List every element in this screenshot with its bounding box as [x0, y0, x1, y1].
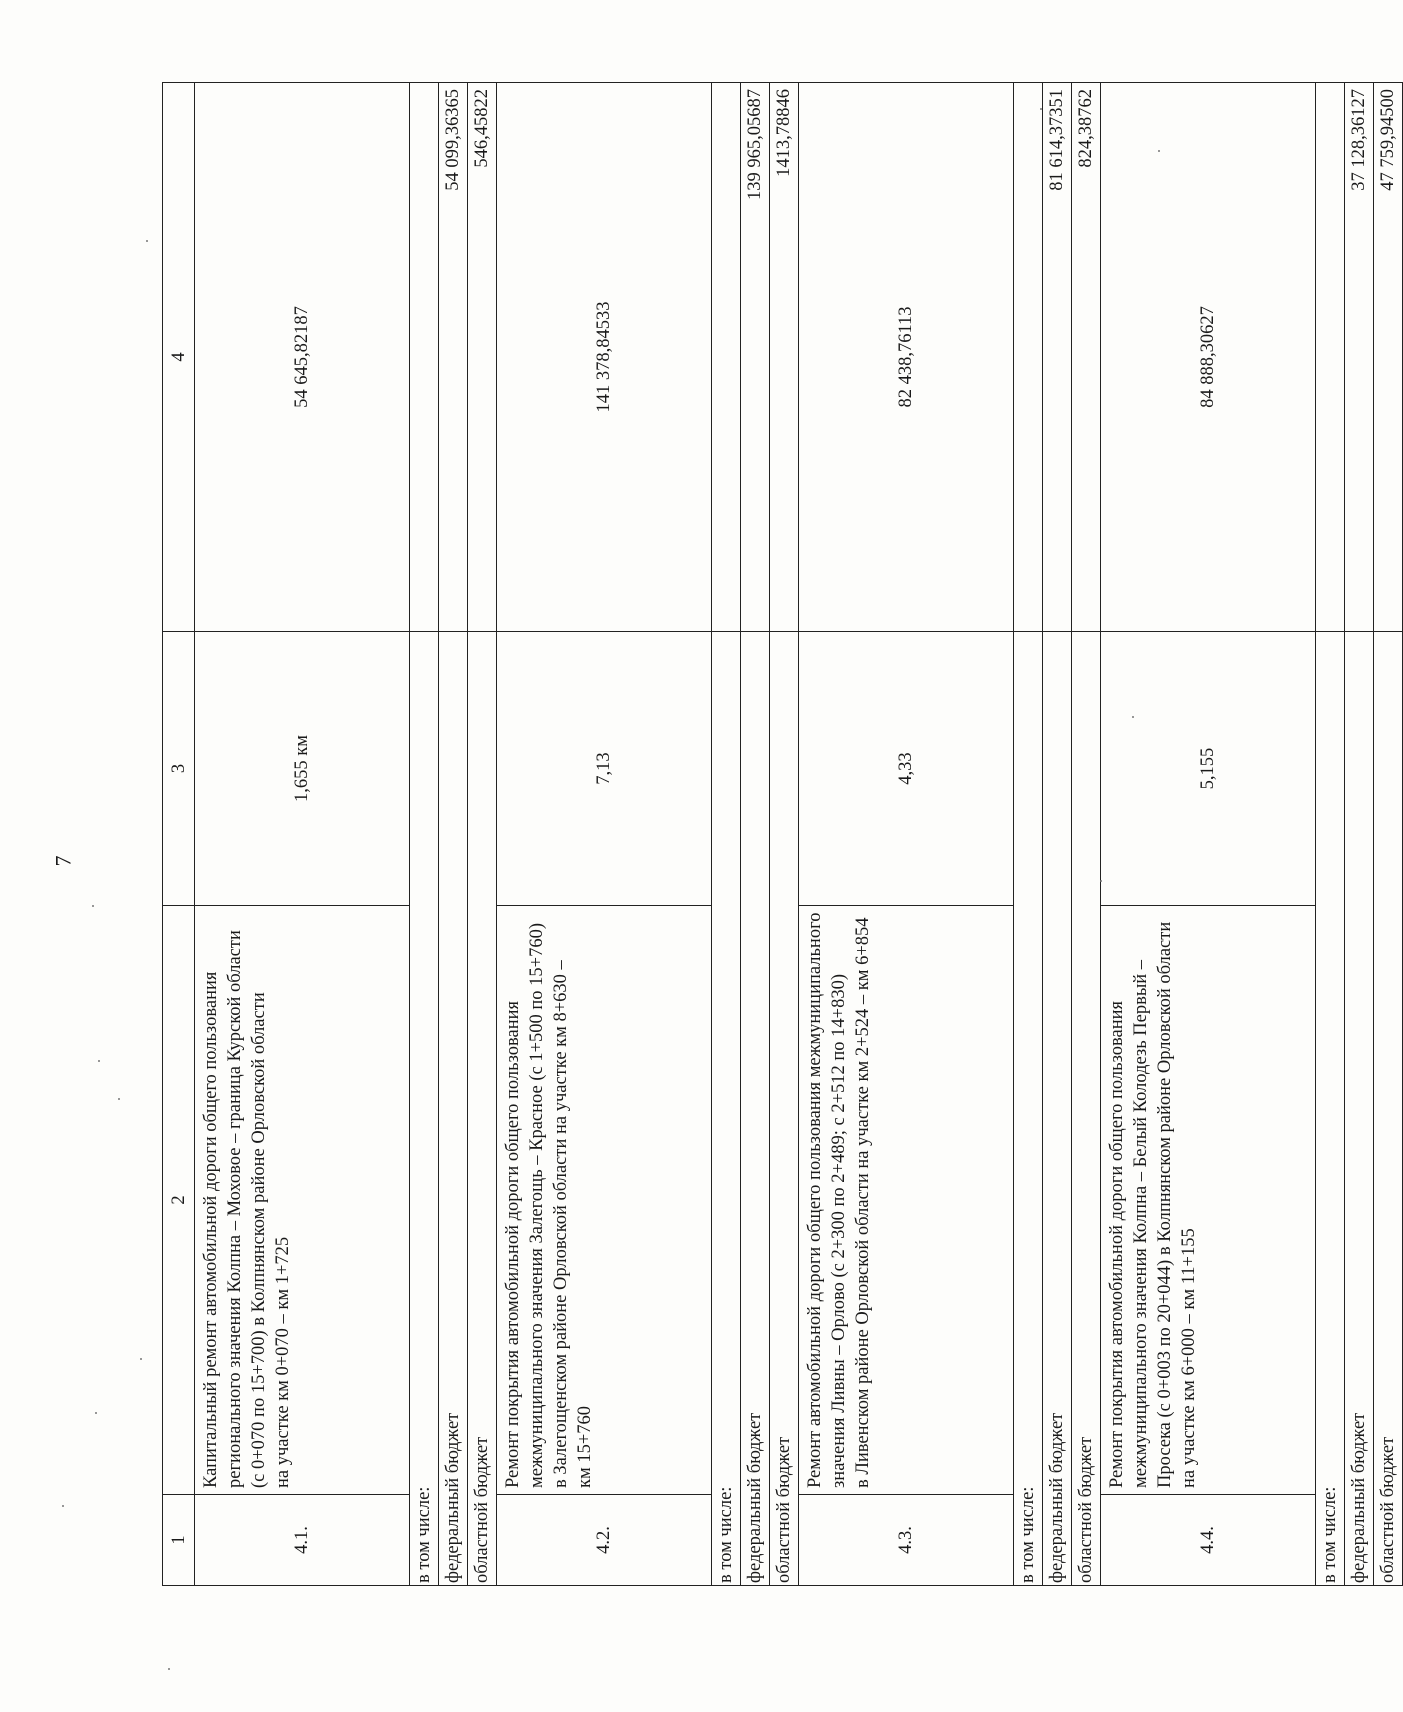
description-line: Просека (с 0+003 по 20+044) в Колпнянском районе Орловской области: [1155, 921, 1175, 1488]
subtotal-row: [410, 83, 439, 1586]
description-line: межмуниципального значения Колпна – Белый Колодезь Первый –: [1131, 959, 1151, 1488]
road-description: [497, 906, 712, 1495]
description-line: регионального значения Колпна – Моховое – граница Курской области: [225, 930, 245, 1488]
total-amount: 141 378,84533: [497, 83, 712, 632]
total-amount: 84 888,30627: [1101, 83, 1316, 632]
description-line: на участке км 0+070 – км 1+725: [273, 1236, 293, 1488]
subtotal-row: [1316, 83, 1345, 1586]
column-header-1: 1: [163, 1495, 195, 1586]
regional-budget-label: областной бюджет: [770, 632, 799, 1586]
total-amount: 82 438,76113: [799, 83, 1014, 632]
description-line: Капитальный ремонт автомобильной дороги общего пользования: [201, 971, 221, 1488]
including-amount: [1014, 83, 1043, 632]
regional-budget-label: областной бюджет: [1374, 632, 1403, 1586]
description-line: в Залегощенском районе Орловской области на участке км 8+630 –: [551, 960, 571, 1488]
description-line: Ремонт покрытия автомобильной дороги общего пользования: [1107, 1000, 1127, 1488]
federal-budget-amount: 54 099,36365: [439, 83, 468, 632]
rotated-table-container: [162, 89, 1398, 1586]
federal-budget-label: федеральный бюджет: [1043, 632, 1072, 1586]
regional-budget-amount: 47 759,94500: [1374, 83, 1403, 632]
including-amount: [410, 83, 439, 632]
federal-row: [1043, 83, 1072, 1586]
including-label: в том числе:: [1316, 632, 1345, 1586]
row-number: 4.3.: [799, 1495, 1014, 1586]
regional-row: [770, 83, 799, 1586]
description-line: Ремонт покрытия автомобильной дороги общего пользования: [503, 1000, 523, 1488]
regional-budget-label: областной бюджет: [468, 632, 497, 1586]
row-number: 4.4.: [1101, 1495, 1316, 1586]
regional-budget-amount: 1413,78846: [770, 83, 799, 632]
federal-budget-label: федеральный бюджет: [1345, 632, 1374, 1586]
table-row: [799, 83, 1014, 1586]
description-line: (с 0+070 по 15+700) в Колпнянском районе Орловской области: [249, 992, 269, 1488]
federal-row: [741, 83, 770, 1586]
table-body: [195, 83, 1403, 1586]
table-row: [195, 83, 410, 1586]
including-amount: [712, 83, 741, 632]
column-header-2: 2: [163, 906, 195, 1495]
column-header-3: 3: [163, 632, 195, 906]
page-number: 7: [50, 855, 76, 867]
regional-row: [1072, 83, 1101, 1586]
regional-budget-amount: 824,38762: [1072, 83, 1101, 632]
regional-row: [1374, 83, 1403, 1586]
description-line: на участке км 6+000 – км 11+155: [1179, 1228, 1199, 1488]
including-amount: [1316, 83, 1345, 632]
federal-budget-amount: 81 614,37351: [1043, 83, 1072, 632]
regional-budget-label: областной бюджет: [1072, 632, 1101, 1586]
description-line: в Ливенском районе Орловской области на участке км 2+524 – км 6+854: [853, 917, 873, 1488]
description-line: межмуниципального значения Залегощь – Красное (с 1+500 по 15+760): [527, 922, 547, 1488]
federal-row: [1345, 83, 1374, 1586]
road-length: 1,655 км: [195, 632, 410, 906]
budget-table: [162, 82, 1403, 1586]
federal-row: [439, 83, 468, 1586]
subtotal-row: [1014, 83, 1043, 1586]
row-number: 4.1.: [195, 1495, 410, 1586]
table-row: [497, 83, 712, 1586]
table-row: [1101, 83, 1316, 1586]
road-description: [195, 906, 410, 1495]
subtotal-row: [712, 83, 741, 1586]
road-length: 7,13: [497, 632, 712, 906]
road-description: [1101, 906, 1316, 1495]
federal-budget-amount: 37 128,36127: [1345, 83, 1374, 632]
including-label: в том числе:: [1014, 632, 1043, 1586]
road-length: 4,33: [799, 632, 1014, 906]
federal-budget-label: федеральный бюджет: [439, 632, 468, 1586]
including-label: в том числе:: [712, 632, 741, 1586]
including-label: в том числе:: [410, 632, 439, 1586]
description-line: км 15+760: [575, 1405, 595, 1488]
description-line: значения Ливны – Орлово (с 2+300 по 2+489; с 2+512 по 14+830): [829, 973, 849, 1488]
total-amount: 54 645,82187: [195, 83, 410, 632]
row-number: 4.2.: [497, 1495, 712, 1586]
federal-budget-amount: 139 965,05687: [741, 83, 770, 632]
road-description: [799, 906, 1014, 1495]
column-header-4: 4: [163, 83, 195, 632]
road-length: 5,155: [1101, 632, 1316, 906]
federal-budget-label: федеральный бюджет: [741, 632, 770, 1586]
regional-row: [468, 83, 497, 1586]
regional-budget-amount: 546,45822: [468, 83, 497, 632]
description-line: Ремонт автомобильной дороги общего пользования межмуниципального: [805, 912, 825, 1488]
header-row: [163, 83, 195, 1586]
